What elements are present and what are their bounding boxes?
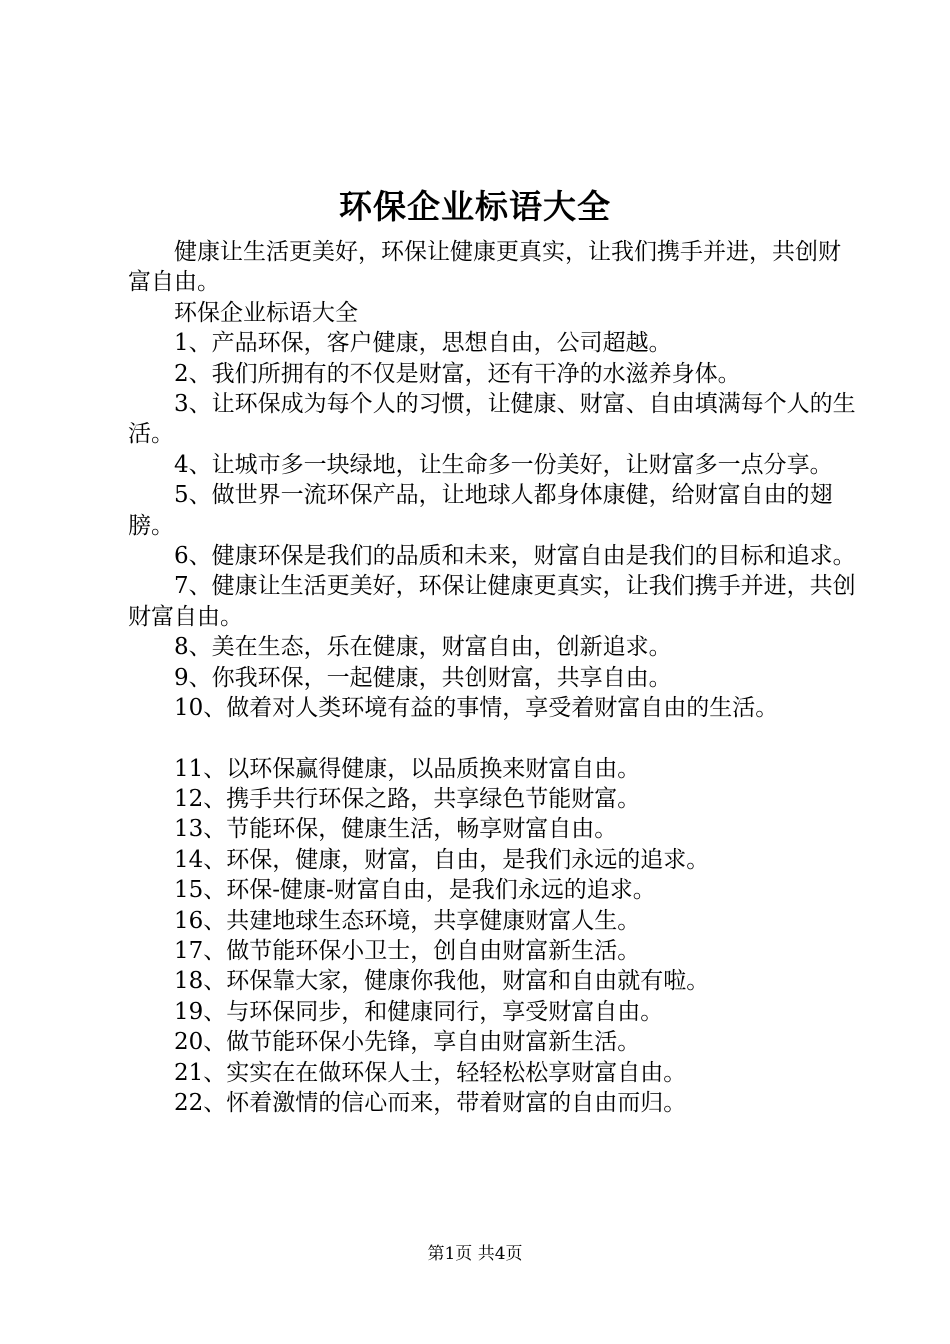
slogan-item: 10、做着对人类环境有益的事情，享受着财富自由的生活。	[174, 695, 779, 722]
slogan-item: 13、节能环保，健康生活，畅享财富自由。	[174, 816, 618, 843]
page-footer: 第1页 共4页	[427, 1244, 523, 1264]
slogan-item: 12、携手共行环保之路，共享绿色节能财富。	[174, 785, 641, 812]
paragraph-gap	[128, 724, 858, 754]
slogan-item: 14、环保，健康，财富，自由，是我们永远的追求。	[174, 846, 710, 873]
slogan-item: 15、环保-健康-财富自由，是我们永远的追求。	[174, 877, 656, 904]
slogan-item: 7、健康让生活更美好，环保让健康更真实，让我们携手并进，共创财富自由。	[128, 573, 856, 630]
document-body	[128, 237, 858, 1118]
slogan-item: 21、实实在在做环保人士，轻轻松松享财富自由。	[174, 1059, 687, 1086]
slogan-item: 2、我们所拥有的不仅是财富，还有干净的水滋养身体。	[174, 360, 741, 387]
slogan-item: 9、你我环保，一起健康，共创财富，共享自由。	[174, 664, 672, 691]
document-title: 环保企业标语大全	[339, 187, 611, 226]
slogan-item: 6、健康环保是我们的品质和未来，财富自由是我们的目标和追求。	[174, 543, 856, 570]
paragraph-intro: 健康让生活更美好，环保让健康更真实，让我们携手并进，共创财富自由。	[128, 239, 841, 296]
slogan-item: 5、做世界一流环保产品，让地球人都身体康健，给财富自由的翅膀。	[128, 482, 833, 539]
slogan-item: 4、让城市多一块绿地，让生命多一份美好，让财富多一点分享。	[174, 451, 833, 478]
slogan-item: 11、以环保赢得健康，以品质换来财富自由。	[174, 755, 641, 782]
slogan-item: 1、产品环保，客户健康，思想自由，公司超越。	[174, 330, 672, 357]
slogan-item: 18、环保靠大家，健康你我他，财富和自由就有啦。	[174, 968, 710, 995]
slogan-item: 16、共建地球生态环境，共享健康财富人生。	[174, 907, 641, 934]
slogan-item: 22、怀着激情的信心而来，带着财富的自由而归。	[174, 1089, 687, 1116]
slogan-item: 3、让环保成为每个人的习惯，让健康、财富、自由填满每个人的生活。	[128, 391, 856, 448]
slogan-item: 19、与环保同步，和健康同行，享受财富自由。	[174, 998, 664, 1025]
slogan-item: 17、做节能环保小卫士，创自由财富新生活。	[174, 937, 641, 964]
slogan-item: 20、做节能环保小先锋，享自由财富新生活。	[174, 1029, 641, 1056]
slogan-item: 8、美在生态，乐在健康，财富自由，创新追求。	[174, 634, 672, 661]
paragraph-subtitle: 环保企业标语大全	[174, 299, 358, 326]
